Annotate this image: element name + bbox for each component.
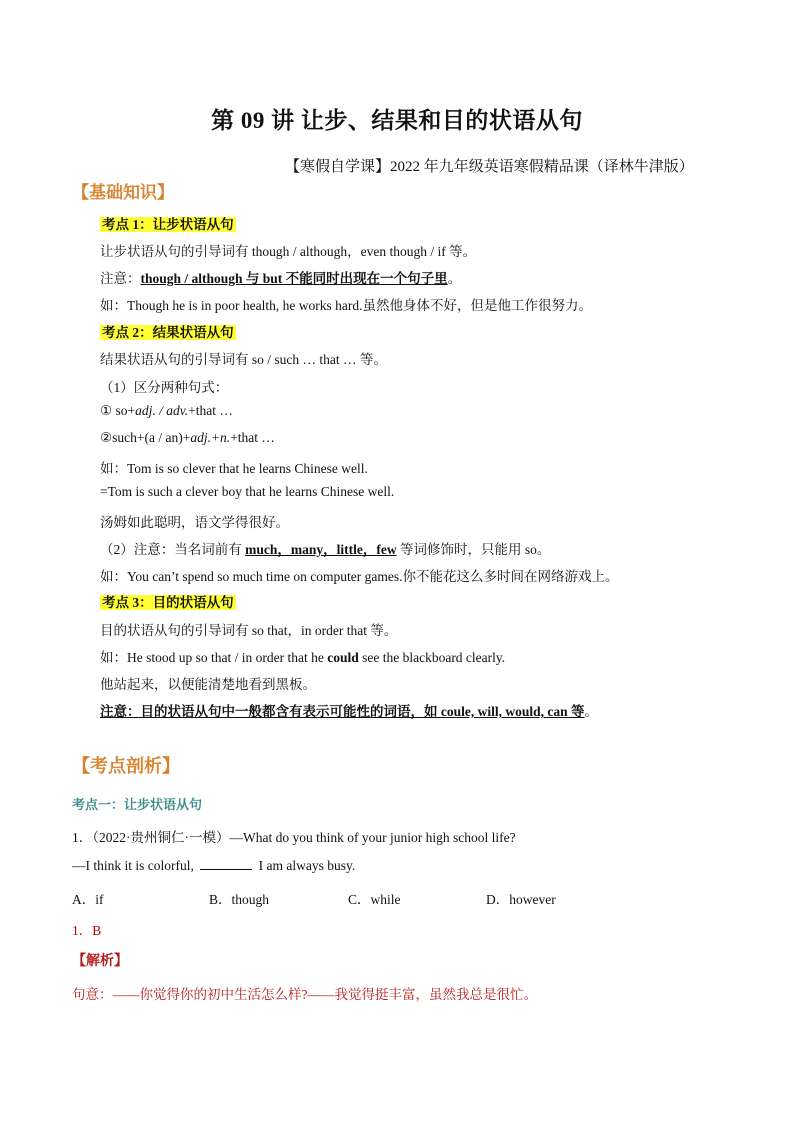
q1-line2-a: —I think it is colorful, — [72, 858, 198, 873]
page-title: 第 09 讲 让步、结果和目的状语从句 — [211, 108, 583, 133]
kp2-f2-b: adj.+n. — [190, 430, 231, 445]
kp2-sub2-b: much，many，little，few — [245, 542, 397, 557]
option-a: A．if — [72, 892, 104, 907]
kp2-sub2 — [100, 538, 550, 558]
kp1-example: 如：Though he is in poor health, he works hard.虽然他身体不好，但是他工作很努力。 — [100, 298, 592, 313]
kp3-ex-a: 如：He stood up so that / in order that he — [100, 650, 328, 665]
kp1-label: 考点 1：让步状语从句 — [102, 217, 234, 232]
kp2-example-1: 如：Tom is so clever that he learns Chinese well. — [100, 461, 368, 476]
page-subtitle: 【寒假自学课】2022 年九年级英语寒假精品课（译林牛津版） — [285, 159, 694, 175]
kp1-note-end: 。 — [447, 271, 462, 286]
kp2-f2-c: +that … — [230, 430, 275, 445]
option-d: D．however — [486, 892, 556, 907]
kp3-intro: 目的状语从句的引导词有 so that，in order that 等。 — [100, 623, 398, 638]
kp1-intro: 让步状语从句的引导词有 though / although，even though / if 等。 — [100, 244, 477, 259]
kp2-sub2-c: 等词修饰时，只能用 so。 — [396, 542, 551, 557]
kp3-label: 考点 3：目的状语从句 — [102, 595, 234, 610]
answer-key: 1．B — [72, 923, 102, 938]
kp2-label: 考点 2：结果状语从句 — [102, 325, 234, 340]
question-1-stem: 1．（2022·贵州铜仁·一模）—What do you think of your junior high school life? — [72, 830, 516, 845]
kp1-note-body: though / although 与 but 不能同时出现在一个句子里 — [140, 271, 448, 286]
kp2-f1-a: ① so+ — [100, 403, 136, 418]
kp3-ex-c: see the blackboard clearly. — [358, 650, 506, 665]
kp2-f1-c: +that … — [188, 403, 233, 418]
kp2-f1-b: adj. / adv. — [135, 403, 189, 418]
kp1-label-row — [100, 213, 236, 233]
kp2-sub1: （1）区分两种句式： — [100, 380, 229, 395]
kp2-sub2-a: （2）注意：当名词前有 — [100, 542, 246, 557]
kp2-label-row — [100, 321, 236, 341]
kp3-example-cn: 他站起来，以便能清楚地看到黑板。 — [100, 677, 316, 692]
question-1-line2 — [72, 857, 355, 874]
q1-line2-b: I am always busy. — [255, 858, 356, 873]
analysis-point-label: 考点一：让步状语从句 — [72, 797, 203, 812]
kp3-note-body: 注意：目的状语从句中一般都含有表示可能性的词语，如 coule, will, would, can 等 — [100, 704, 585, 719]
kp3-note-end: 。 — [584, 704, 599, 719]
kp2-example-cn: 汤姆如此聪明，语文学得很好。 — [100, 515, 289, 530]
section-heading-analysis: 【考点剖析】 — [72, 756, 180, 776]
kp1-note-prefix: 注意： — [100, 271, 141, 286]
kp2-example-3: 如：You can’t spend so much time on computer games.你不能花这么多时间在网络游戏上。 — [100, 569, 619, 584]
kp3-label-row — [100, 591, 236, 611]
kp3-example — [100, 646, 505, 666]
kp2-f2-a: ②such+(a / an)+ — [100, 430, 191, 445]
kp2-formula-1 — [100, 403, 233, 419]
kp2-intro: 结果状语从句的引导词有 so / such … that … 等。 — [100, 352, 387, 367]
option-c: C．while — [348, 892, 401, 907]
kp2-formula-2 — [100, 430, 275, 446]
analysis-text: 句意：——你觉得你的初中生活怎么样?——我觉得挺丰富，虽然我总是很忙。 — [72, 987, 537, 1002]
option-b: B．though — [209, 892, 270, 907]
section-heading-basics: 【基础知识】 — [72, 183, 174, 202]
kp3-note — [100, 700, 598, 720]
kp3-ex-b: could — [327, 650, 359, 665]
kp1-note — [100, 267, 461, 287]
answer-blank — [200, 857, 252, 870]
analysis-label: 【解析】 — [72, 954, 128, 969]
kp2-example-2: =Tom is such a clever boy that he learns Chinese well. — [100, 484, 395, 499]
